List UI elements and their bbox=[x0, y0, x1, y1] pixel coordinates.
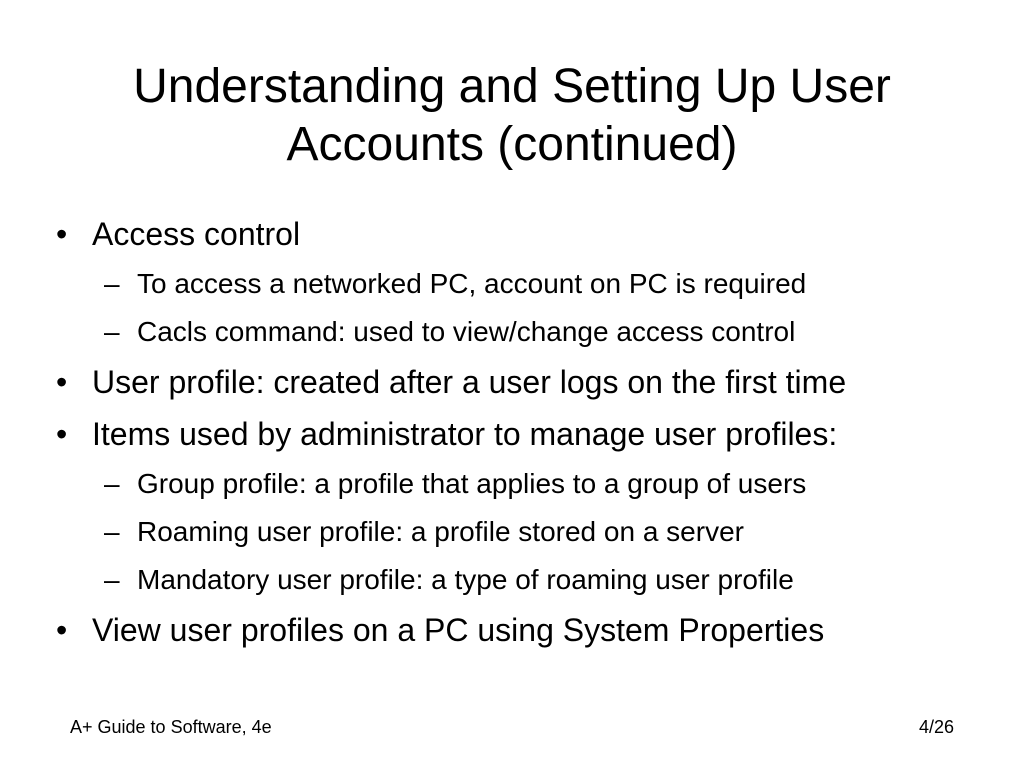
dash-marker: – bbox=[104, 316, 120, 347]
dash-marker: – bbox=[104, 468, 120, 499]
bullet-text: Items used by administrator to manage user profiles: bbox=[92, 416, 838, 452]
bullet-marker: • bbox=[56, 364, 68, 400]
sub-bullet-item bbox=[0, 262, 1024, 310]
sub-bullet-item bbox=[0, 510, 1024, 558]
dash-marker: – bbox=[104, 268, 120, 299]
bullet-text: View user profiles on a PC using System Properties bbox=[92, 612, 825, 648]
slide-title-line: Understanding and Setting Up User bbox=[133, 60, 891, 113]
bullet-marker: • bbox=[56, 216, 68, 252]
slide-title bbox=[60, 58, 964, 174]
sub-bullet-text: Roaming user profile: a profile stored on a server bbox=[137, 516, 744, 547]
bullet-list bbox=[0, 210, 1024, 658]
bullet-item bbox=[0, 606, 1024, 658]
footer-course-title: A+ Guide to Software, 4e bbox=[70, 717, 272, 737]
sub-bullet-text: Group profile: a profile that applies to a group of users bbox=[137, 468, 807, 499]
bullet-item bbox=[0, 210, 1024, 262]
sub-bullet-item bbox=[0, 462, 1024, 510]
sub-bullet-text: Mandatory user profile: a type of roaming user profile bbox=[137, 564, 794, 595]
bullet-item bbox=[0, 410, 1024, 462]
dash-marker: – bbox=[104, 564, 120, 595]
sub-bullet-text: Cacls command: used to view/change access control bbox=[137, 316, 796, 347]
sub-bullet-item bbox=[0, 558, 1024, 606]
bullet-marker: • bbox=[56, 416, 68, 452]
sub-bullet-text: To access a networked PC, account on PC is required bbox=[137, 268, 807, 299]
footer-page-number: 4/26 bbox=[918, 717, 954, 737]
bullet-marker: • bbox=[56, 612, 68, 648]
slide-title-line: Accounts (continued) bbox=[286, 118, 738, 171]
bullet-item bbox=[0, 358, 1024, 410]
bullet-text: User profile: created after a user logs on the first time bbox=[92, 364, 847, 400]
dash-marker: – bbox=[104, 516, 120, 547]
sub-bullet-item bbox=[0, 310, 1024, 358]
bullet-text: Access control bbox=[92, 216, 301, 252]
